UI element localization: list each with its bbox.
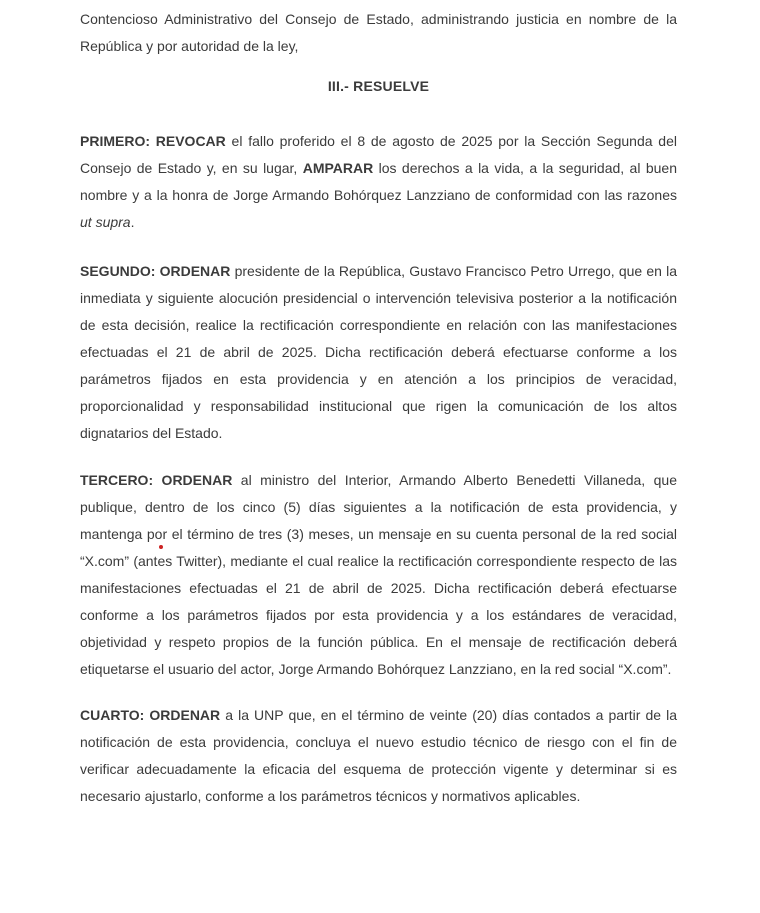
text-segment: al ministro del Interior, Armando Alberto Benedetti Villaneda, que publique, dentro de los cinco (5) días siguientes a la notificación de esta providencia, y mantenga por el término de tres (3) meses, un mensaje en su cuenta personal de la red social “X.com” (ant bbox=[80, 472, 678, 569]
text-segment: el fallo proferido el 8 de agosto de 2025 por la Sección Segunda del Consejo de Estado y, en su lugar, bbox=[80, 133, 677, 176]
text-segment: SEGUNDO: ORDENAR bbox=[80, 263, 231, 279]
paragraph-intro bbox=[80, 6, 677, 60]
paragraph-primero bbox=[80, 128, 677, 236]
text-segment: CUARTO: ORDENAR bbox=[80, 707, 221, 723]
text-segment: Contencioso Administrativo del Consejo de Estado, administrando justicia en nombre de la República y por autoridad de la ley, bbox=[80, 11, 677, 54]
section-heading-resuelve: III.- RESUELVE bbox=[327, 78, 430, 94]
paragraph-segundo bbox=[80, 258, 677, 447]
text-segment: . bbox=[130, 214, 135, 230]
text-segment: ut supra bbox=[80, 214, 131, 230]
paragraph-tercero bbox=[80, 467, 677, 683]
text-segment: a la UNP que, en el término de veinte (20) días contados a partir de la notificación de esta providencia, concluya el nuevo estudio técnico de riesgo con el fin de verificar adecuadamente la eficacia del esquema de protección vigente y determinar si es necesario ajustarlo, conforme a los parámetros técnicos y normativos aplicables. bbox=[80, 707, 677, 804]
text-segment: presidente de la República, Gustavo Francisco Petro Urrego, que en la inmediata y siguiente alocución presidencial o intervención televisiva posterior a la notificación de esta decisión, realice la rectificación correspondiente en relación con las manifestaciones efectuadas el 21 de abril de 2025. Dicha rectificación deberá efectuarse conforme a los parámetros fijados en esta providencia y en atención a los principios de veracidad, proporcionalidad y responsabilidad institucional que rigen la comunicación de los altos dignatarios del Estado. bbox=[80, 263, 678, 441]
text-segment: PRIMERO: REVOCAR bbox=[80, 133, 226, 149]
text-segment: s Twitter), mediante el cual realice la rectificación correspondiente respecto de las manifestaciones efectuadas el 21 de abril de 2025. Dicha rectificación deberá efectuarse conforme a los parámetros fijados por esta providencia y a los estándares de veracidad, objetividad y respeto propios de la función pública. En el mensaje de rectificación deberá etiquetarse el usuario del actor, Jorge Armando Bohórquez Lanzziano, en la red social “X.com”. bbox=[80, 553, 677, 677]
paragraph-cuarto bbox=[80, 702, 677, 810]
text-segment: los derechos a la vida, a la seguridad, al buen nombre y a la honra de Jorge Armando Bohórquez Lanzziano de conformidad con las razones bbox=[80, 160, 677, 203]
spellcheck-red-dot-mark: e bbox=[157, 548, 165, 575]
text-segment: TERCERO: ORDENAR bbox=[80, 472, 233, 488]
text-segment: AMPARAR bbox=[302, 160, 374, 176]
